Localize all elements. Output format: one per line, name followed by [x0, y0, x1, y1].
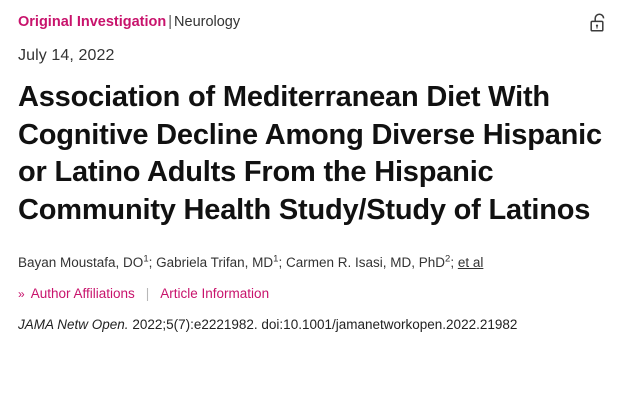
author-name[interactable]: Bayan Moustafa, DO: [18, 254, 144, 270]
article-type-link[interactable]: Original Investigation: [18, 14, 167, 30]
links-divider: |: [145, 286, 150, 302]
page-title: Association of Mediterranean Diet With Cognitive Decline Among Diverse Hispanic or Latino Adults From the Hispanic Community Health Study/Study of Latinos: [18, 81, 602, 227]
author-name[interactable]: Carmen R. Isasi, MD, PhD: [285, 254, 446, 270]
author-separator: ;: [148, 254, 157, 270]
citation-details: 2022;5(7):e2221982. doi:10.1001/jamanetworkopen.2022.21982: [132, 317, 518, 333]
author-affiliation-marker: 1: [273, 253, 279, 265]
author-affiliations-link[interactable]: Author Affiliations: [30, 286, 135, 302]
kicker-row: [18, 14, 618, 34]
journal-name: JAMA Netw Open.: [18, 317, 129, 333]
kicker-separator: |: [168, 14, 173, 30]
article-subject-link[interactable]: Neurology: [174, 14, 241, 30]
article-information-link[interactable]: Article Information: [160, 286, 270, 302]
author-name[interactable]: Gabriela Trifan, MD: [156, 254, 274, 270]
author-separator: ;: [450, 254, 458, 270]
et-al-link[interactable]: et al: [457, 254, 484, 270]
chevron-double-right-icon: »: [18, 286, 23, 301]
open-lock-icon[interactable]: [590, 12, 610, 34]
author-separator: ;: [278, 254, 286, 270]
author-list: [18, 253, 618, 273]
author-affiliation-marker: 1: [143, 253, 149, 265]
citation-line: [18, 316, 618, 335]
publication-date: July 14, 2022: [18, 47, 115, 64]
author-affiliation-marker: 2: [445, 253, 451, 265]
article-links-row: [18, 286, 618, 301]
article-kicker: [18, 14, 240, 31]
